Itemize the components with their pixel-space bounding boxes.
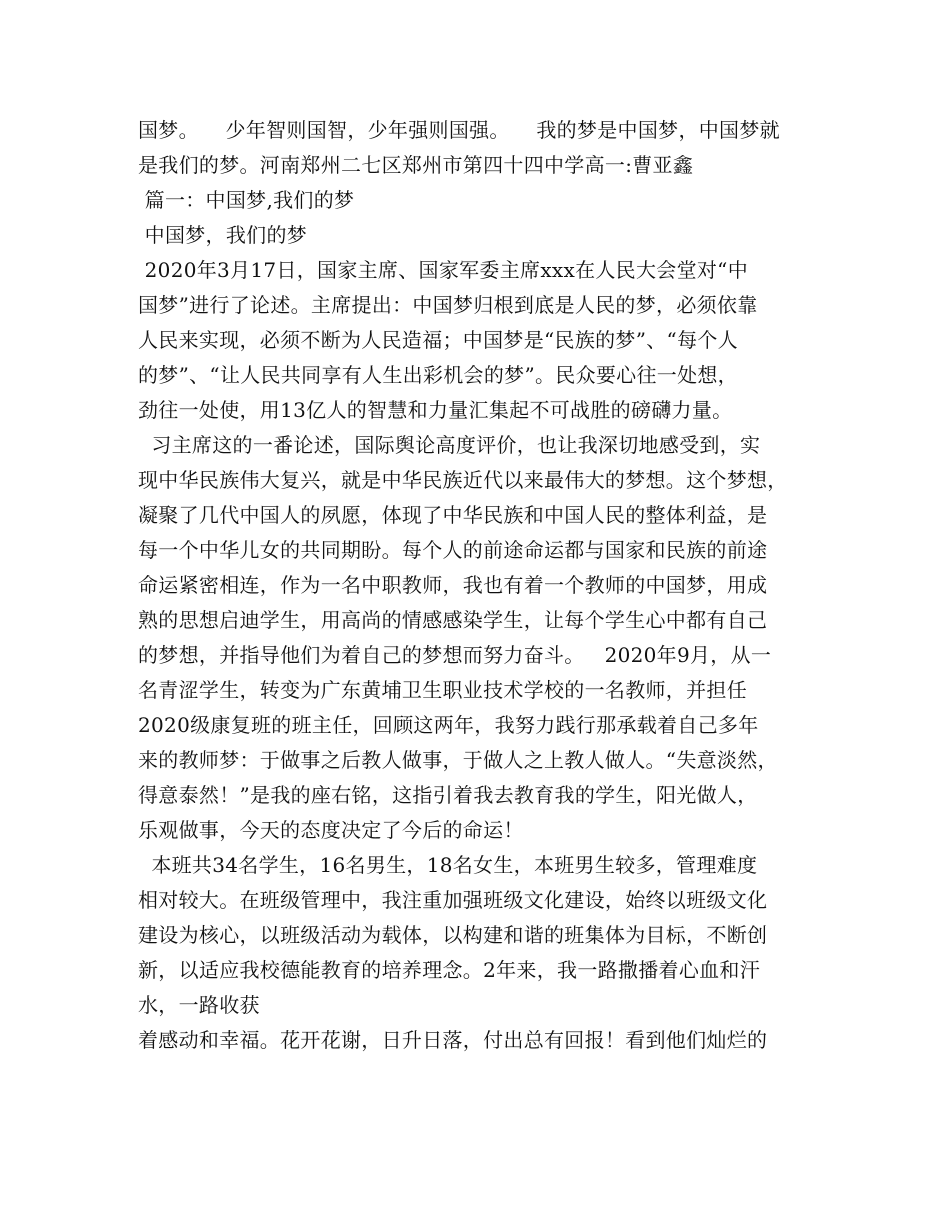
- text-line: 得意泰然！”是我的座右铭，这指引着我去教育我的学生，阳光做人，: [138, 783, 758, 807]
- text-line: 每一个中华儿女的共同期盼。每个人的前途命运都与国家和民族的前途: [138, 538, 768, 562]
- text-line: 名青涩学生，转变为广东黄埔卫生职业技术学校的一名教师，并担任: [138, 678, 747, 702]
- text-line: 2020年3月17日，国家主席、国家军委主席xxx在人民大会堂对“中: [138, 258, 748, 282]
- text-line: 来的教师梦：于做事之后教人做事，于做人之上教人做人。“失意淡然，: [138, 748, 778, 772]
- text-line: 的梦想，并指导他们为着自己的梦想而努力奋斗。 2020年9月，从一: [138, 643, 772, 667]
- section-heading: 篇一：中国梦,我们的梦: [138, 188, 355, 212]
- text-line: 凝聚了几代中国人的夙愿，体现了中华民族和中国人民的整体利益，是: [138, 503, 768, 527]
- text-line: 劲往一处使，用13亿人的智慧和力量汇集起不可战胜的磅礴力量。: [138, 398, 733, 422]
- article-title: 中国梦，我们的梦: [138, 223, 308, 247]
- text-line: 习主席这的一番论述，国际舆论高度评价，也让我深切地感受到，实: [138, 433, 761, 457]
- text-line: 熟的思想启迪学生，用高尚的情感感染学生，让每个学生心中都有自己: [138, 608, 768, 632]
- text-line: 相对较大。在班级管理中，我注重加强班级文化建设，始终以班级文化: [138, 888, 768, 912]
- text-line: 新，以适应我校德能教育的培养理念。2年来，我一路撒播着心血和汗: [138, 958, 761, 982]
- text-line: 水，一路收获: [138, 993, 260, 1017]
- document-body: [138, 113, 828, 1058]
- text-line: 建设为核心，以班级活动为载体，以构建和谐的班集体为目标，不断创: [138, 923, 768, 947]
- text-line: 是我们的梦。河南郑州二七区郑州市第四十四中学高一:曹亚鑫: [138, 153, 694, 177]
- text-line: 人民来实现，必须不断为人民造福；中国梦是“民族的梦”、“每个人: [138, 328, 738, 352]
- text-line: 命运紧密相连，作为一名中职教师，我也有着一个教师的中国梦，用成: [138, 573, 768, 597]
- text-line: 国梦”进行了论述。主席提出：中国梦归根到底是人民的梦，必须依靠: [138, 293, 758, 317]
- text-line: 本班共34名学生，16名男生，18名女生，本班男生较多，管理难度: [138, 853, 758, 877]
- text-line: 国梦。 少年智则国智，少年强则国强。 我的梦是中国梦，中国梦就: [138, 118, 780, 142]
- text-line: 现中华民族伟大复兴，就是中华民族近代以来最伟大的梦想。这个梦想，: [138, 468, 788, 492]
- text-line: 2020级康复班的班主任，回顾这两年，我努力践行那承载着自己多年: [138, 713, 759, 737]
- text-line: 的梦”、“让人民共同享有人生出彩机会的梦”。民众要心往一处想，: [138, 363, 738, 387]
- text-line: 乐观做事，今天的态度决定了今后的命运！: [138, 818, 524, 842]
- text-line: 着感动和幸福。花开花谢，日升日落，付出总有回报！看到他们灿烂的: [138, 1028, 768, 1052]
